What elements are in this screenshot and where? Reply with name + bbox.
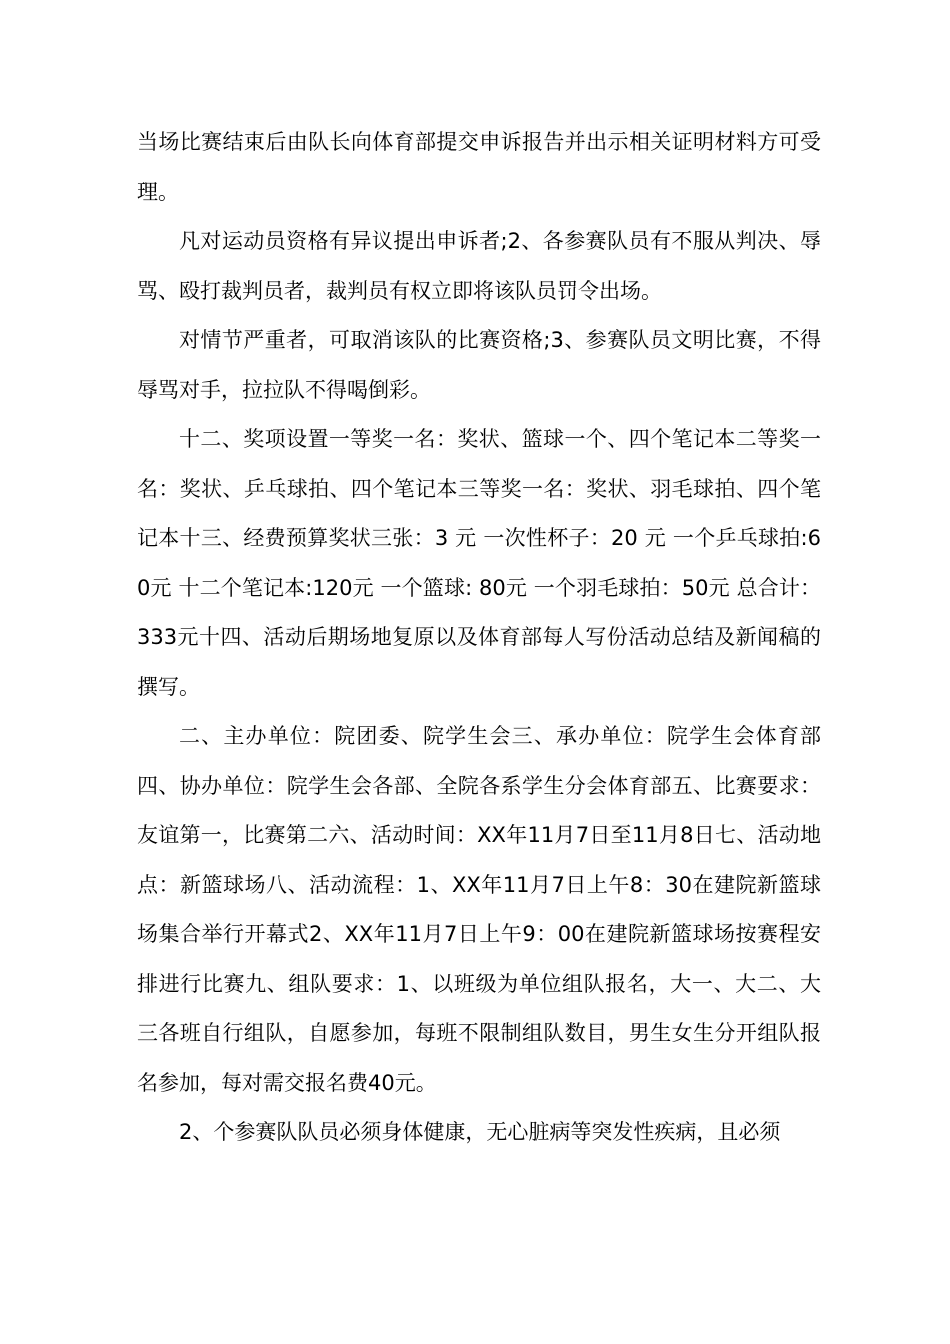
document-body [137, 118, 821, 1158]
paragraph-health-requirements: 2、个参赛队队员必须身体健康，无心脏病等突发性疾病，且必须 [179, 1120, 781, 1144]
paragraph-awards-budget: 十二、奖项设置一等奖一名：奖状、篮球一个、四个笔记本二等奖一名：奖状、乒乓球拍、四个笔记本三等奖一名：奖状、羽毛球拍、四个笔记本十三、经费预算奖状三张：3 元 一次性杯子：20 元 一个乒乓球拍:60元 十二个笔记本:120元 一个篮球: 80元 一个羽毛球拍：50元 总合计：333元十四、活动后期场地复原以及体育部每人写份活动总结及新闻稿的撰写。 [137, 427, 821, 699]
paragraph-eligibility-appeal: 凡对运动员资格有异议提出申诉者;2、各参赛队员有不服从判决、辱骂、殴打裁判员者，裁判员有权立即将该队员罚令出场。 [137, 229, 821, 303]
paragraph-serious-violations: 对情节严重者，可取消该队的比赛资格;3、参赛队员文明比赛，不得辱骂对手，拉拉队不得喝倒彩。 [137, 328, 821, 402]
paragraph-organizers-schedule: 二、主办单位：院团委、院学生会三、承办单位：院学生会体育部四、协办单位：院学生会各部、全院各系学生分会体育部五、比赛要求：友谊第一，比赛第二六、活动时间：XX年11月7日至11月8日七、活动地点：新篮球场八、活动流程：1、XX年11月7日上午8：30在建院新篮球场集合举行开幕式2、XX年11月7日上午9：00在建院新篮球场按赛程安排进行比赛九、组队要求：1、以班级为单位组队报名，大一、大二、大三各班自行组队，自愿参加，每班不限制组队数目，男生女生分开组队报名参加，每对需交报名费40元。 [137, 724, 821, 1095]
paragraph-appeal-procedure: 当场比赛结束后由队长向体育部提交申诉报告并出示相关证明材料方可受理。 [137, 130, 821, 204]
